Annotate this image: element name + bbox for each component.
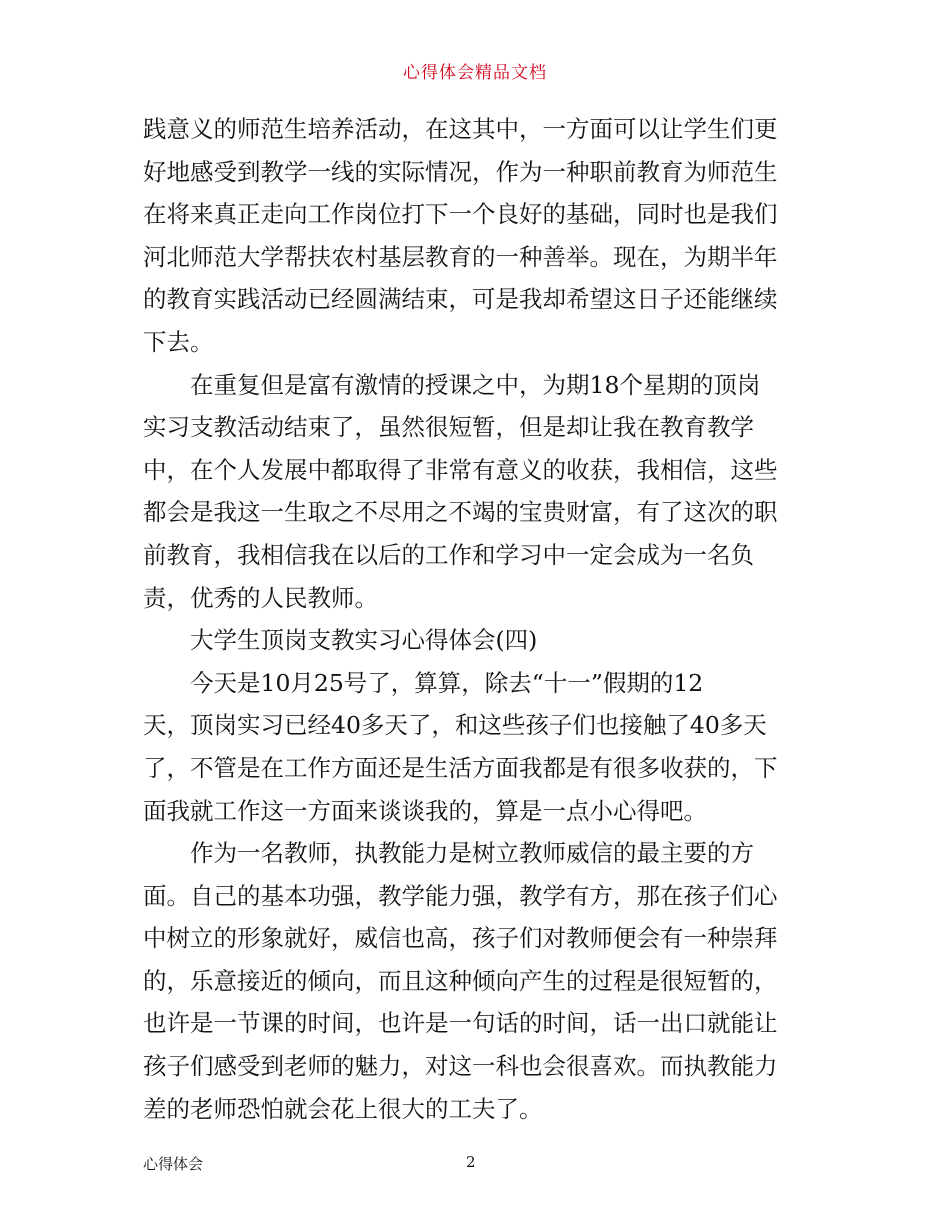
page-header-title: 心得体会精品文档 — [403, 63, 547, 83]
text-line: 责，优秀的人民教师。 — [143, 583, 378, 612]
text-line: 下去。 — [143, 327, 214, 356]
text-line: 前教育，我相信我在以后的工作和学习中一定会成为一名负 — [143, 540, 754, 569]
page-footer-label: 心得体会 — [143, 1155, 204, 1173]
page-number: 2 — [466, 1153, 476, 1171]
text-line: 好地感受到教学一线的实际情况，作为一种职前教育为师范生 — [143, 157, 778, 186]
text-line: 面我就工作这一方面来谈谈我的，算是一点小心得吧。 — [143, 796, 707, 825]
text-line: 了，不管是在工作方面还是生活方面我都是有很多收获的，下 — [143, 753, 778, 782]
text-line: 面。自己的基本功强，教学能力强，教学有方，那在孩子们心 — [143, 881, 778, 910]
text-line: 在将来真正走向工作岗位打下一个良好的基础，同时也是我们 — [143, 200, 778, 229]
text-line: 也许是一节课的时间，也许是一句话的时间，话一出口就能让 — [143, 1009, 778, 1038]
text-line: 差的老师恐怕就会花上很大的工夫了。 — [143, 1094, 543, 1123]
text-line: 践意义的师范生培养活动，在这其中，一方面可以让学生们更 — [143, 115, 778, 143]
body-text — [143, 108, 815, 1130]
text-line: 的教育实践活动已经圆满结束，可是我却希望这日子还能继续 — [143, 285, 778, 314]
text-line: 河北师范大学帮扶农村基层教育的一种善举。现在，为期半年 — [143, 242, 778, 271]
text-line: 在重复但是富有激情的授课之中，为期18个星期的顶岗 — [190, 370, 761, 399]
text-line: 中树立的形象就好，威信也高，孩子们对教师便会有一种崇拜 — [143, 924, 778, 953]
text-line: 天，顶岗实习已经40多天了，和这些孩子们也接触了40多天 — [143, 711, 767, 740]
text-line: 都会是我这一生取之不尽用之不竭的宝贵财富，有了这次的职 — [143, 498, 778, 527]
text-line: 的，乐意接近的倾向，而且这种倾向产生的过程是很短暂的， — [143, 966, 778, 995]
text-line: 实习支教活动结束了，虽然很短暂，但是却让我在教育教学 — [143, 413, 754, 442]
text-line: 今天是10月25号了，算算，除去“十一”假期的12 — [190, 668, 704, 697]
text-line: 中，在个人发展中都取得了非常有意义的收获，我相信，这些 — [143, 455, 778, 484]
section-heading: 大学生顶岗支教实习心得体会(四) — [190, 626, 538, 655]
text-line: 作为一名教师，执教能力是树立教师威信的最主要的方 — [190, 839, 754, 868]
text-line: 孩子们感受到老师的魅力，对这一科也会很喜欢。而执教能力 — [143, 1052, 778, 1081]
